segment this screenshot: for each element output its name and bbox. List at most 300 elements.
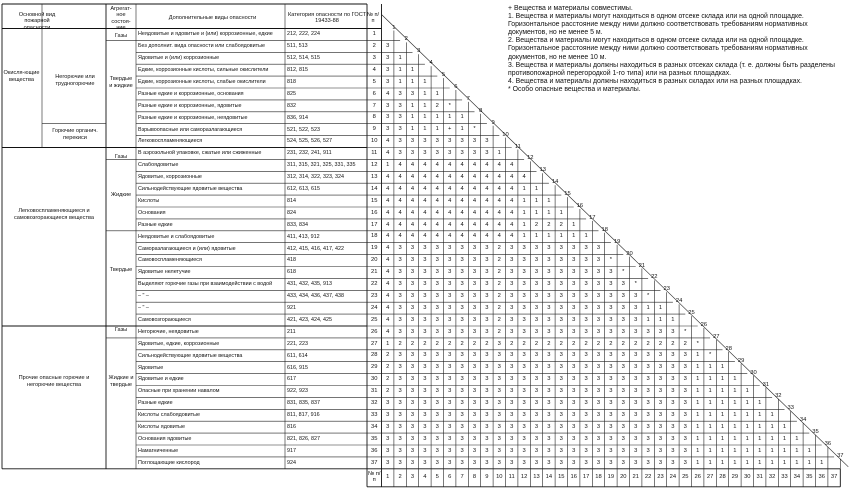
matrix-cell: 1 xyxy=(708,423,712,430)
matrix-cell: 2 xyxy=(683,340,687,347)
matrix-cell: 1 xyxy=(758,411,762,418)
footer-number: 1 xyxy=(386,473,390,480)
row-number-cell: 12 xyxy=(371,162,378,168)
matrix-cell: 2 xyxy=(510,340,514,347)
matrix-cell: 3 xyxy=(386,102,390,109)
matrix-cell: 2 xyxy=(386,376,390,383)
hazard-cell: Неядовитые и ядовитые и (или) коррозионные, едкие xyxy=(138,31,273,38)
matrix-cell: 3 xyxy=(410,400,415,406)
matrix-cell: 1 xyxy=(733,400,737,406)
matrix-cell: 3 xyxy=(410,257,415,264)
matrix-cell: 3 xyxy=(658,352,663,359)
matrix-cell: 3 xyxy=(497,364,501,371)
hazard-cell: Ядовитые, коррозионные xyxy=(138,174,202,181)
matrix-cell: 3 xyxy=(609,292,613,299)
matrix-cell: 2 xyxy=(386,364,390,371)
matrix-cell: 3 xyxy=(448,150,452,157)
matrix-cell: 3 xyxy=(410,328,415,335)
matrix-cell: 3 xyxy=(435,269,439,276)
matrix-cell: 4 xyxy=(448,233,452,240)
footer-number: 26 xyxy=(694,473,701,480)
matrix-cell: 3 xyxy=(658,376,663,383)
matrix-cell: 3 xyxy=(510,400,514,406)
matrix-cell: 1 xyxy=(720,435,725,442)
matrix-cell: 1 xyxy=(782,435,787,442)
matrix-cell: 1 xyxy=(497,150,501,157)
matrix-cell: 1 xyxy=(410,66,415,73)
matrix-cell: 3 xyxy=(472,292,477,299)
matrix-cell: 3 xyxy=(596,459,601,466)
hazard-cell: Саморазлагающиеся и (или) ядовитые xyxy=(138,245,236,252)
matrix-cell: 3 xyxy=(646,328,650,335)
category-cell: 617 xyxy=(287,376,296,383)
matrix-cell: 3 xyxy=(398,447,402,454)
state-gases: Газы xyxy=(114,154,128,160)
matrix-cell: 3 xyxy=(448,447,452,454)
diagonal-index: 2 xyxy=(404,36,408,43)
row-number-cell: 35 xyxy=(371,435,378,442)
matrix-cell: 3 xyxy=(634,304,638,311)
matrix-cell: 1 xyxy=(745,411,749,418)
diagonal-index: 23 xyxy=(663,286,670,293)
matrix-cell: 3 xyxy=(559,304,563,311)
matrix-cell: 3 xyxy=(534,245,539,252)
row-number-cell: 34 xyxy=(371,423,378,430)
matrix-cell: 3 xyxy=(559,257,563,264)
matrix-cell: 1 xyxy=(770,411,774,418)
diagonal-index: 35 xyxy=(812,429,819,436)
matrix-cell: 1 xyxy=(696,400,700,406)
matrix-cell: 3 xyxy=(460,447,464,454)
matrix-cell: 3 xyxy=(410,304,415,311)
matrix-cell: 4 xyxy=(497,233,501,240)
matrix-cell: 3 xyxy=(596,376,601,383)
matrix-cell: 1 xyxy=(696,459,700,466)
matrix-cell: 3 xyxy=(510,328,514,335)
matrix-cell: 1 xyxy=(770,435,774,442)
matrix-cell: 3 xyxy=(559,376,563,383)
matrix-cell: 3 xyxy=(634,364,638,371)
matrix-cell: 3 xyxy=(683,376,687,383)
footer-number: 11 xyxy=(508,473,515,480)
matrix-cell: 3 xyxy=(485,376,489,383)
matrix-cell: 1 xyxy=(708,400,712,406)
matrix-cell: 3 xyxy=(671,364,675,371)
matrix-cell: 2 xyxy=(410,340,415,347)
matrix-cell: 2 xyxy=(534,221,539,228)
matrix-cell: 1 xyxy=(720,411,725,418)
matrix-cell: 3 xyxy=(386,43,390,49)
matrix-cell: 4 xyxy=(398,197,402,204)
category-cell: 421, 423, 424, 425 xyxy=(287,316,332,323)
matrix-cell: 3 xyxy=(584,364,588,371)
hazard-cell: Едкие, коррозионные кислоты, слабые окислители xyxy=(138,78,266,85)
matrix-cell: 3 xyxy=(646,435,650,442)
matrix-cell: 2 xyxy=(386,352,390,359)
matrix-cell: 1 xyxy=(720,400,725,406)
matrix-cell: 3 xyxy=(646,411,650,418)
matrix-cell: 1 xyxy=(522,221,526,228)
hazard-cell: Кислоты ядовитые xyxy=(138,424,186,430)
matrix-cell: 3 xyxy=(547,292,551,299)
matrix-cell: 1 xyxy=(745,388,749,395)
category-cell: 832 xyxy=(287,102,296,109)
matrix-cell: 1 xyxy=(720,388,725,395)
hazard-cell: Сильнодействующие ядовитые вещества xyxy=(138,352,243,359)
diagonal-index: 22 xyxy=(651,274,658,281)
matrix-cell: 3 xyxy=(485,269,489,276)
matrix-cell: 3 xyxy=(410,138,415,145)
matrix-cell: * xyxy=(634,281,637,287)
matrix-cell: 2 xyxy=(671,340,675,347)
matrix-cell: 4 xyxy=(435,233,439,240)
matrix-cell: 4 xyxy=(472,197,477,204)
matrix-cell: 4 xyxy=(448,221,452,228)
matrix-cell: 3 xyxy=(423,411,427,418)
diagonal-index: 7 xyxy=(466,95,470,102)
matrix-cell: 4 xyxy=(460,221,464,228)
matrix-cell: 3 xyxy=(460,352,464,359)
hazard-cell: Самовозгорающиеся xyxy=(138,316,191,323)
matrix-cell: 3 xyxy=(386,114,390,121)
matrix-cell: 3 xyxy=(472,400,477,406)
matrix-cell: 3 xyxy=(410,364,415,371)
state-solids: Твердые xyxy=(109,267,133,273)
matrix-cell: 3 xyxy=(448,364,452,371)
matrix-cell: 1 xyxy=(646,316,650,323)
matrix-cell: 1 xyxy=(708,364,712,371)
matrix-cell: 3 xyxy=(472,138,477,145)
matrix-cell: 3 xyxy=(472,388,477,395)
matrix-cell: 3 xyxy=(398,364,402,371)
matrix-cell: 4 xyxy=(485,221,489,228)
matrix-cell: 4 xyxy=(435,173,439,180)
matrix-cell: 3 xyxy=(472,459,477,466)
matrix-cell: 3 xyxy=(448,423,452,430)
matrix-cell: 3 xyxy=(609,281,613,287)
matrix-cell: 3 xyxy=(472,352,477,359)
matrix-cell: 3 xyxy=(423,364,427,371)
matrix-cell: 3 xyxy=(410,411,415,418)
diagonal-index: 8 xyxy=(479,107,483,114)
matrix-cell: 3 xyxy=(671,459,675,466)
matrix-cell: 3 xyxy=(683,352,687,359)
matrix-cell: 4 xyxy=(510,209,514,216)
matrix-cell: 3 xyxy=(596,269,601,276)
category-cell: 821, 826, 827 xyxy=(287,435,320,442)
hazard-cell: Намагниченные xyxy=(138,447,179,454)
matrix-cell: 4 xyxy=(485,162,489,168)
row-number-cell: 25 xyxy=(371,316,378,323)
matrix-cell: 3 xyxy=(497,459,501,466)
matrix-cell: 3 xyxy=(522,364,526,371)
matrix-cell: * xyxy=(448,102,451,109)
matrix-cell: 3 xyxy=(609,388,613,395)
matrix-cell: 3 xyxy=(609,352,613,359)
matrix-cell: 1 xyxy=(423,102,427,109)
matrix-cell: 2 xyxy=(572,340,576,347)
matrix-cell: 1 xyxy=(559,209,563,216)
matrix-cell: 4 xyxy=(497,197,501,204)
matrix-cell: 3 xyxy=(485,245,489,252)
matrix-cell: 3 xyxy=(485,292,489,299)
matrix-cell: 1 xyxy=(435,126,439,133)
matrix-cell: * xyxy=(708,352,712,359)
matrix-cell: 3 xyxy=(646,376,650,383)
matrix-cell: 4 xyxy=(398,233,402,240)
matrix-cell: 3 xyxy=(448,388,452,395)
matrix-cell: 3 xyxy=(596,388,601,395)
matrix-cell: 1 xyxy=(745,400,749,406)
category-cell: 412, 415, 416, 417, 422 xyxy=(287,245,344,252)
matrix-cell: 1 xyxy=(795,459,799,466)
matrix-cell: 3 xyxy=(621,316,625,323)
matrix-cell: 2 xyxy=(596,340,601,347)
hazard-cell: Сильнодействующие ядовитые вещества xyxy=(138,186,243,192)
matrix-cell: 2 xyxy=(497,269,501,276)
matrix-cell: 3 xyxy=(472,257,477,264)
matrix-cell: 3 xyxy=(534,269,539,276)
matrix-cell: 1 xyxy=(733,388,737,395)
matrix-cell: 4 xyxy=(435,162,439,168)
matrix-cell: 1 xyxy=(708,447,712,454)
matrix-cell: 3 xyxy=(547,352,551,359)
matrix-cell: 3 xyxy=(634,352,638,359)
matrix-cell: 3 xyxy=(398,352,402,359)
matrix-cell: 3 xyxy=(658,400,663,406)
matrix-cell: 2 xyxy=(497,281,501,287)
matrix-cell: 3 xyxy=(559,400,563,406)
matrix-cell: 3 xyxy=(448,459,452,466)
matrix-cell: 2 xyxy=(423,340,427,347)
matrix-cell: 1 xyxy=(448,114,452,121)
diagonal-index: 21 xyxy=(638,262,646,269)
matrix-cell: 3 xyxy=(609,447,613,454)
matrix-cell: 4 xyxy=(423,209,427,216)
matrix-cell: 3 xyxy=(510,316,514,323)
footer-number: 28 xyxy=(719,473,726,480)
matrix-cell: 3 xyxy=(448,352,452,359)
matrix-cell: 3 xyxy=(547,411,551,418)
matrix-cell: 3 xyxy=(386,435,390,442)
matrix-cell: 1 xyxy=(386,340,390,347)
matrix-cell: * xyxy=(696,340,699,347)
matrix-cell: 3 xyxy=(534,352,539,359)
matrix-cell: 3 xyxy=(634,400,638,406)
hazard-cell: Основания ядовитые xyxy=(138,435,192,442)
diagonal-index: 12 xyxy=(527,155,534,162)
matrix-cell: 4 xyxy=(510,197,514,204)
diagonal-index: 19 xyxy=(613,238,621,245)
matrix-cell: 3 xyxy=(609,411,613,418)
matrix-cell: 3 xyxy=(671,447,675,454)
diagonal-index: 9 xyxy=(491,119,495,126)
matrix-cell: 3 xyxy=(510,435,514,442)
matrix-cell: 2 xyxy=(485,340,489,347)
matrix-cell: 3 xyxy=(534,292,539,299)
footer-number: 10 xyxy=(496,473,503,480)
matrix-cell: 1 xyxy=(423,114,427,121)
matrix-cell: 3 xyxy=(410,447,415,454)
matrix-cell: 3 xyxy=(485,150,489,157)
matrix-cell: 3 xyxy=(559,352,563,359)
matrix-cell: 3 xyxy=(485,257,489,264)
matrix-cell: 4 xyxy=(497,173,501,180)
matrix-cell: 4 xyxy=(460,185,464,192)
matrix-cell: 3 xyxy=(547,364,551,371)
matrix-cell: 3 xyxy=(572,245,576,252)
matrix-cell: 3 xyxy=(398,245,402,252)
matrix-cell: 3 xyxy=(547,400,551,406)
matrix-cell: 1 xyxy=(745,435,749,442)
matrix-cell: 3 xyxy=(683,447,687,454)
matrix-cell: 3 xyxy=(559,245,563,252)
diagonal-index: 26 xyxy=(700,322,708,328)
diagonal-index: 28 xyxy=(725,345,732,352)
matrix-cell: 1 xyxy=(733,376,737,383)
category-cell: 211 xyxy=(287,328,296,335)
matrix-cell: 3 xyxy=(386,423,390,430)
matrix-cell: 3 xyxy=(472,447,477,454)
matrix-cell: 4 xyxy=(448,162,452,168)
header-main-hazard: Основной вид пожарной опасности xyxy=(18,12,56,31)
row-number-cell: 27 xyxy=(371,340,378,347)
category-cell: 836, 914 xyxy=(287,114,308,121)
matrix-cell: 4 xyxy=(485,233,489,240)
matrix-cell: 3 xyxy=(510,269,514,276)
group-other-hazardous: Прочие опасные горючие и негорючие вещества xyxy=(18,375,90,388)
matrix-cell: 3 xyxy=(435,459,439,466)
matrix-cell: 3 xyxy=(460,138,464,145)
matrix-cell: 3 xyxy=(398,388,402,395)
row-number-cell: 1 xyxy=(372,31,376,38)
matrix-cell: 3 xyxy=(423,138,427,145)
footer-number: 8 xyxy=(472,473,477,480)
matrix-cell: 3 xyxy=(596,316,601,323)
matrix-cell: 3 xyxy=(596,292,601,299)
matrix-cell: 1 xyxy=(435,114,439,121)
matrix-cell: 3 xyxy=(485,364,489,371)
matrix-cell: 3 xyxy=(534,328,539,335)
legend-rule-2: 2. Вещества и материалы могут находиться в одном отсеке склада или на одной площадке. Горизонтальное расстояние между ними должно соответствовать требованиям нормативных документов, но не менее 10 м. xyxy=(508,37,808,61)
hazard-cell: Ядовитые и едкие xyxy=(138,376,184,383)
matrix-cell: 3 xyxy=(621,411,625,418)
matrix-cell: 3 xyxy=(448,411,452,418)
state-liquid-solid: Жидкие и твердые xyxy=(108,375,134,388)
matrix-cell: 1 xyxy=(671,316,675,323)
matrix-cell: 1 xyxy=(435,90,439,97)
matrix-cell: 3 xyxy=(497,352,501,359)
matrix-cell: 3 xyxy=(497,400,501,406)
matrix-cell: 3 xyxy=(510,257,514,264)
matrix-cell: 3 xyxy=(559,435,563,442)
matrix-cell: 4 xyxy=(497,162,501,168)
category-cell: 212, 222, 224 xyxy=(287,31,320,38)
diagonal-index: 36 xyxy=(824,441,832,447)
matrix-cell: 3 xyxy=(460,364,464,371)
matrix-cell: 4 xyxy=(472,173,477,180)
matrix-cell: 3 xyxy=(572,364,576,371)
matrix-cell: 3 xyxy=(658,435,663,442)
matrix-cell: 1 xyxy=(398,66,402,73)
hazard-cell: Едкие, коррозионные кислоты, сильные окислители xyxy=(138,67,269,73)
matrix-cell: 3 xyxy=(460,304,464,311)
matrix-cell: 4 xyxy=(522,173,526,180)
matrix-cell: 3 xyxy=(534,281,539,287)
matrix-cell: 3 xyxy=(646,423,650,430)
footer-number: 32 xyxy=(768,473,776,480)
matrix-cell: 4 xyxy=(386,197,390,204)
legend-rule-1: 1. Вещества и материалы могут находиться в одном отсеке склада или на одной площадке. Горизонтальное расстояние между ними должно соответствовать требованиям нормативных документов, но не менее 5 м. xyxy=(508,13,808,37)
matrix-cell: * xyxy=(609,257,613,264)
category-cell: 431, 432, 435, 913 xyxy=(287,281,332,288)
matrix-cell: 3 xyxy=(584,352,588,359)
hazard-cell: Негорючие, неядовитые xyxy=(138,328,199,335)
row-number-cell: 28 xyxy=(371,352,378,359)
row-number-cell: 23 xyxy=(371,292,378,299)
matrix-cell: 1 xyxy=(534,197,539,204)
matrix-cell: 1 xyxy=(559,233,563,240)
matrix-cell: 3 xyxy=(646,447,650,454)
matrix-cell: 1 xyxy=(547,233,551,240)
matrix-cell: 1 xyxy=(708,411,712,418)
matrix-cell: 1 xyxy=(782,459,787,466)
matrix-cell: 3 xyxy=(398,459,402,466)
matrix-cell: 3 xyxy=(634,447,638,454)
matrix-cell: 3 xyxy=(460,435,464,442)
matrix-cell: 3 xyxy=(510,364,514,371)
matrix-cell: 2 xyxy=(386,388,390,395)
matrix-cell: 1 xyxy=(733,423,737,430)
row-number-cell: 8 xyxy=(372,114,376,121)
matrix-cell: 4 xyxy=(410,221,415,228)
matrix-cell: 1 xyxy=(758,435,762,442)
matrix-cell: 3 xyxy=(634,376,638,383)
diagonal-index: 31 xyxy=(762,381,770,388)
matrix-cell: 4 xyxy=(472,233,477,240)
matrix-cell: 4 xyxy=(460,209,464,216)
matrix-cell: 3 xyxy=(547,328,551,335)
matrix-cell: 3 xyxy=(472,364,477,371)
legend-special: * Особо опасные вещества и материалы. xyxy=(508,85,641,93)
matrix-cell: 3 xyxy=(460,245,464,252)
matrix-cell: 3 xyxy=(460,292,464,299)
matrix-cell: 1 xyxy=(733,411,737,418)
matrix-cell: 3 xyxy=(534,400,539,406)
matrix-cell: 3 xyxy=(683,459,687,466)
matrix-cell: 4 xyxy=(423,173,427,180)
footer-number: 33 xyxy=(781,473,788,480)
matrix-cell: 3 xyxy=(522,269,526,276)
matrix-cell: 3 xyxy=(410,388,415,395)
matrix-cell: 3 xyxy=(448,376,452,383)
matrix-cell: 3 xyxy=(448,400,452,406)
category-cell: 512, 514, 515 xyxy=(287,55,320,62)
matrix-cell: 3 xyxy=(472,435,477,442)
matrix-cell: 2 xyxy=(497,245,501,252)
diagonal-index: 33 xyxy=(787,405,794,412)
matrix-cell: 3 xyxy=(596,423,601,430)
matrix-cell: 4 xyxy=(386,245,390,252)
matrix-cell: 1 xyxy=(410,102,415,109)
matrix-cell: 4 xyxy=(497,209,501,216)
matrix-cell: 4 xyxy=(510,185,514,192)
matrix-cell: 3 xyxy=(435,245,439,252)
matrix-cell: 3 xyxy=(460,459,464,466)
matrix-cell: 3 xyxy=(522,376,526,383)
matrix-cell: 3 xyxy=(398,292,402,299)
diagonal-index: 25 xyxy=(688,310,695,317)
